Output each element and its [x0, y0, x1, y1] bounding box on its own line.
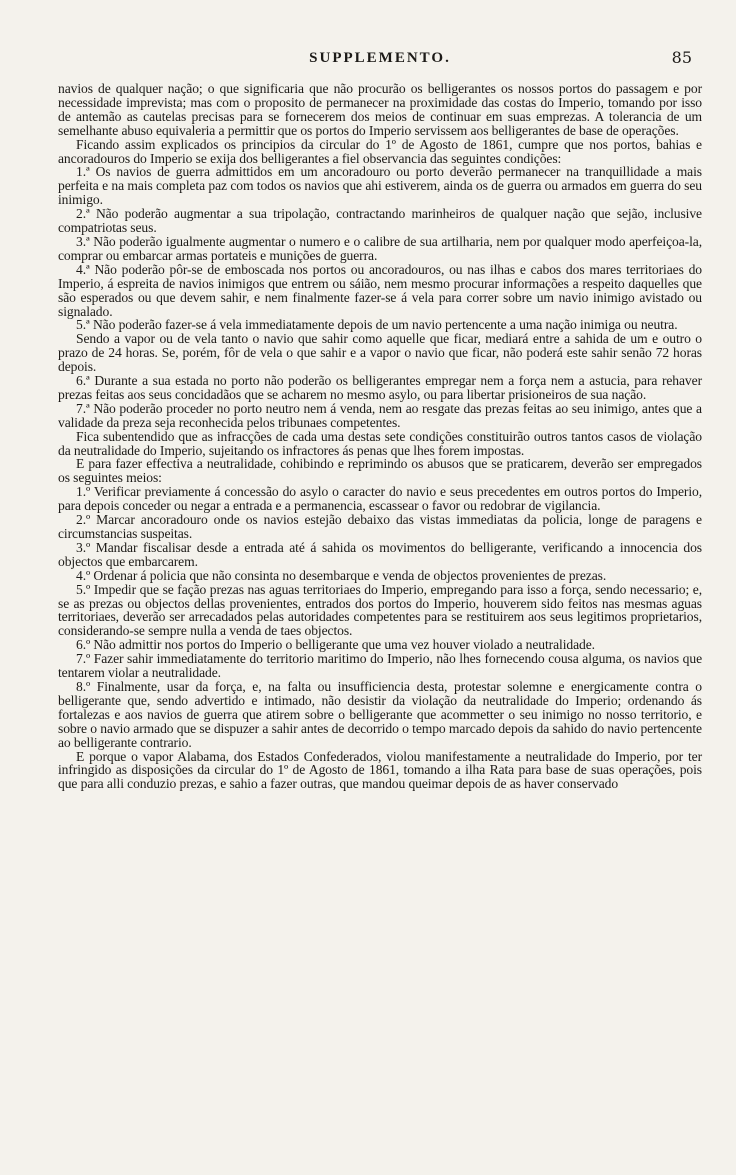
running-title: SUPPLEMENTO.: [309, 50, 451, 66]
body-text: [58, 82, 702, 791]
paragraph: E para fazer effectiva a neutralidade, cohibindo e reprimindo os abusos que se praticarem, deverão ser empregados os seguintes meios:: [58, 456, 702, 486]
paragraph: 3.ª Não poderão igualmente augmentar o numero e o calibre de sua artilharia, nem por qualquer modo aperfeiçoa-la, comprar ou embarcar armas portateis e munições de guerra.: [58, 233, 702, 263]
page-number: 85: [671, 48, 692, 67]
paragraph: 5.º Impedir que se fação prezas nas aguas territoriaes do Imperio, empregando para isso a força, sendo necessario; e, se as prezas ou objectos dellas provenientes, entrados dos portos do Imperio, houverem sido feitos nas mesmas aguas territoriaes, deverão ser arrecadados pelas autoridades competentes para se restituirem aos seus legitimos proprietarios, considerando-se sempre nulla a venda de taes objectos.: [58, 581, 702, 639]
paragraph: Ficando assim explicados os principios da circular do 1º de Agosto de 1861, cumpre que nos portos, bahias e ancoradouros do Imperio se exija dos belligerantes a fiel observancia das seguintes condições:: [58, 136, 702, 166]
paragraph: 1.º Verificar previamente á concessão do asylo o caracter do navio e seus precedentes em outros portos do Imperio, para depois conceder ou negar a entrada e a permanencia, escassear o favor ou redobrar de vigilancia.: [58, 484, 702, 514]
paragraph: 5.ª Não poderão fazer-se á vela immediatamente depois de um navio pertencente a uma nação inimiga ou neutra.: [76, 317, 678, 333]
page-header: [58, 50, 702, 76]
paragraph: 6.º Não admittir nos portos do Imperio o belligerante que uma vez houver violado a neutralidade.: [76, 637, 595, 653]
paragraph: navios de qualquer nação; o que significaria que não procurão os belligerantes os nossos portos do passagem e por necessidade imprevista; mas com o proposito de permanecer na proximidade das costas do Imperio, tomando por isso de antemão as cautelas precisas para se fornecerem dos meios de continuar em suas emprezas. A tolerancia de um semelhante abuso equivaleria a permittir que os portos do Imperio servissem aos belligerantes de base de operações.: [58, 81, 702, 138]
paragraph: 2.º Marcar ancoradouro onde os navios estejão debaixo das vistas immediatas da policia, longe de paragens e circumstancias suspeitas.: [58, 512, 702, 541]
paragraph: 7.º Fazer sahir immediatamente do territorio maritimo do Imperio, não lhes fornecendo cousa alguma, os navios que tentarem violar a neutralidade.: [58, 651, 702, 681]
paragraph: Fica subentendido que as infracções de cada uma destas sete condições constituirão outros tantos casos de violação da neutralidade do Imperio, sujeitando os infractores ás penas que lhes forem impostas.: [58, 428, 702, 458]
paragraph: 1.ª Os navios de guerra admittidos em um ancoradouro ou porto deverão permanecer na tranquillidade a mais perfeita e na mais completa paz com todos os navios que ahi estiverem, ainda os de guerra ou armados em guerra do seu inimigo.: [58, 164, 702, 208]
paragraph: 3.º Mandar fiscalisar desde a entrada até á sahida os movimentos do belligerante, verificando a innocencia dos objectos que embarcarem.: [58, 539, 702, 569]
paragraph: 4.ª Não poderão pôr-se de emboscada nos portos ou ancoradouros, ou nas ilhas e cabos dos mares territoriaes do Imperio, á espreita de navios inimigos que entrem ou sáião, nem mesmo procurar informações a respeito daquelles que são esperados ou que devem sahir, e nem finalmente fazer-se á vela para correr sobre um navio inimigo avistado ou signalado.: [58, 261, 702, 319]
paragraph: 4.º Ordenar á policia que não consinta no desembarque e venda de objectos provenientes de prezas.: [76, 567, 607, 583]
paragraph: 2.ª Não poderão augmentar a sua tripolação, contractando marinheiros de qualquer nação que sejão, inclusive compatriotas seus.: [58, 206, 702, 236]
paragraph: 8.º Finalmente, usar da força, e, na falta ou insufficiencia desta, protestar solemne e energicamente contra o belligerante que, sendo advertido e intimado, não desistir da violação da neutralidade do Imperio; ordenando ás fortalezas e aos navios de guerra que atirem sobre o belligerante que acommetter o seu inimigo no nosso territorio, e sobre o navio armado que se dispuzer a sahir antes de decorrido o tempo marcado depois da sahido do navio pertencente ao belligerante contrario.: [58, 678, 702, 750]
paragraph: 6.ª Durante a sua estada no porto não poderão os belligerantes empregar nem a força nem a astucia, para rehaver prezas feitas aos seus concidadãos que se acharem no mesmo asylo, ou para libertar prisioneiros de sua nação.: [58, 373, 702, 402]
paragraph: E porque o vapor Alabama, dos Estados Confederados, violou manifestamente a neutralidade do Imperio, por ter infringido as disposições da circular do 1º de Agosto de 1861, tomando a ilha Rata para base de suas operações, pois que para alli conduzio prezas, e sahio a fazer outras, que mandou queimar depois de as haver conservado: [58, 748, 702, 792]
paragraph: 7.ª Não poderão proceder no porto neutro nem á venda, nem ao resgate das prezas feitas ao seu inimigo, antes que a validade da preza seja reconhecida pelos tribunaes competentes.: [58, 400, 702, 430]
paragraph: Sendo a vapor ou de vela tanto o navio que sahir como aquelle que ficar, mediará entre a sahida de um e outro o prazo de 24 horas. Se, porém, fôr de vela o que sahir e a vapor o navio que ficar, não poderá este sahir senão 72 horas depois.: [58, 331, 702, 375]
